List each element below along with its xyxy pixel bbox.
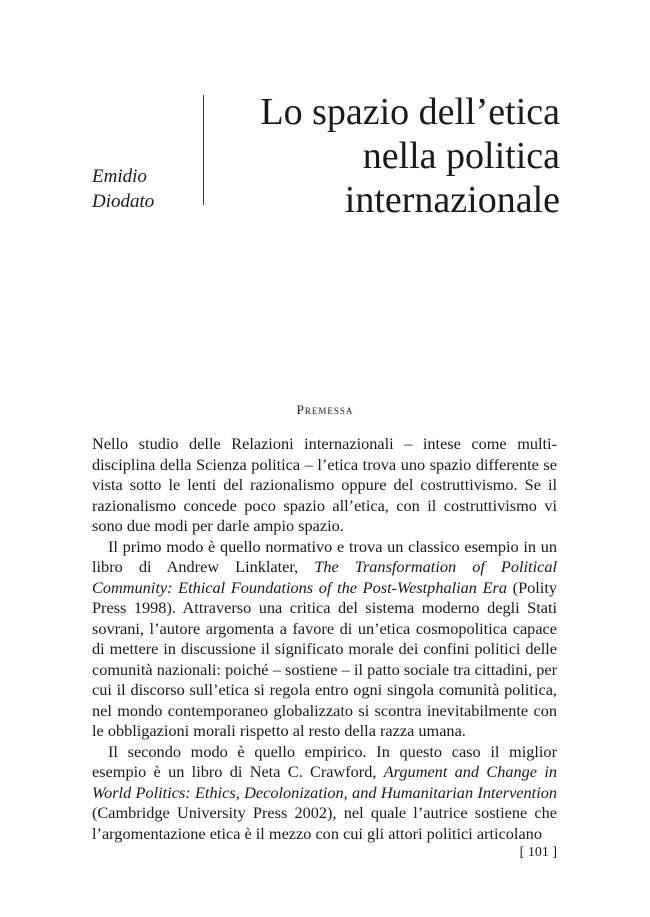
title-line-2: nella politica xyxy=(362,135,560,177)
book-title-linklater: The Transformation of Political Community: Ethical Foundations of the Post-Westphalian Era xyxy=(92,557,557,597)
paragraph-2 xyxy=(92,537,557,742)
author-name xyxy=(92,164,202,214)
author-last-name: Diodato xyxy=(92,191,155,212)
body-text xyxy=(92,434,557,844)
paragraph-1: Nello studio delle Relazioni internazionali – intese come multi-disciplina della Scienza politica – l’etica trova uno spazio differente se vista sotto le lenti del razionalismo oppure del costruttivismo. Se il razionalismo concede poco spazio all’etica, con il costruttivismo vi sono due modi per darle ampio spazio. xyxy=(92,434,557,535)
paragraph-3-text-b: (Cambridge University Press 2002), nel quale l’autrice sostiene che l’argomentazione etica è il mezzo con cui gli attori politici articolano xyxy=(92,803,557,843)
paragraph-3 xyxy=(92,742,557,845)
author-first-name: Emidio xyxy=(92,166,147,187)
paragraph-2-text-a: Il primo modo è quello normativo e trova un classico esempio in un libro di Andrew Linklater, xyxy=(92,536,557,576)
chapter-title xyxy=(215,90,560,222)
section-heading: Premessa xyxy=(296,402,354,417)
title-line-1: Lo spazio dell’etica xyxy=(260,91,560,133)
title-divider xyxy=(203,95,204,205)
title-line-3: internazionale xyxy=(344,179,560,221)
book-title-crawford: Argument and Change in World Politics: Ethics, Decolonization, and Humanitarian Intervention xyxy=(92,762,557,802)
page-number: [ 101 ] xyxy=(519,845,557,860)
paragraph-2-text-b: (Polity Press 1998). Attraverso una critica del sistema moderno degli Stati sovrani, l’autore argomenta a favore di un’etica cosmopolitica capace di mettere in discussione il significato morale dei confini politici delle comunità nazionali: poiché – sostiene – il patto sociale tra cittadini, per cui il discorso sull’etica si regola entro ogni singola comunità politica, nel mondo contemporaneo globalizzato si scontra inevitabilmente con le obbligazioni morali rispetto al resto della razza umana. xyxy=(92,577,557,740)
paragraph-3-text-a: Il secondo modo è quello empirico. In questo caso il miglior esempio è un libro di Neta C. Crawford, xyxy=(92,741,557,781)
